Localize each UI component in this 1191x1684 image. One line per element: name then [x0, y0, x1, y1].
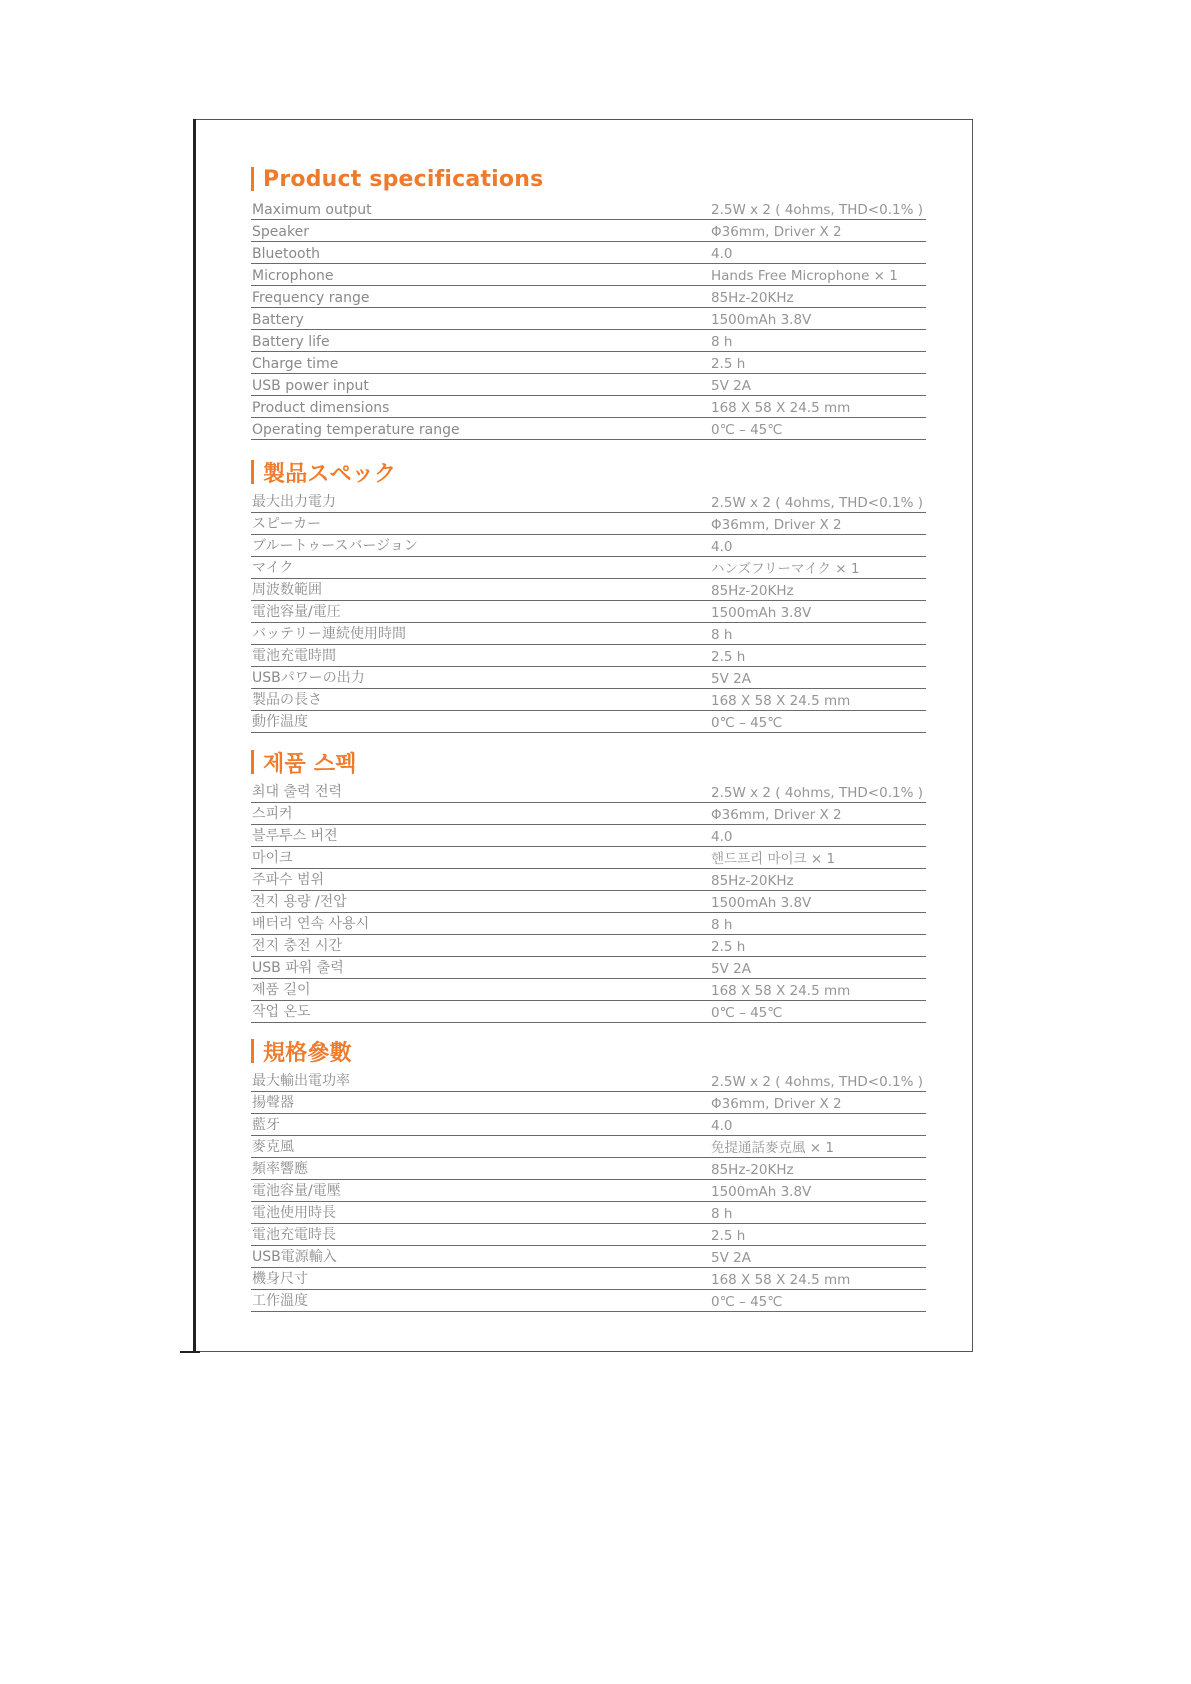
spec-row: [251, 535, 926, 557]
spec-section-korean: [251, 745, 926, 1023]
spec-row: [251, 1246, 926, 1268]
spec-value: 4.0: [711, 246, 733, 262]
spec-value: 1500mAh 3.8V: [711, 312, 812, 328]
spec-row: [251, 935, 926, 957]
spec-label: 스피커: [252, 806, 293, 822]
spec-row: [251, 645, 926, 667]
spec-label: Speaker: [252, 224, 309, 240]
spec-value: 2.5 h: [711, 939, 746, 955]
section-title: [251, 1034, 926, 1068]
spec-label: Operating temperature range: [252, 422, 460, 438]
title-accent-bar: [251, 167, 254, 191]
spec-value: 0℃ – 45℃: [711, 422, 783, 438]
spec-row: [251, 1202, 926, 1224]
spec-value: 8 h: [711, 334, 733, 350]
spec-value: 4.0: [711, 1118, 733, 1134]
spec-row: [251, 1136, 926, 1158]
spec-row: [251, 352, 926, 374]
spec-value: 168 X 58 X 24.5 mm: [711, 400, 851, 416]
spec-label: USBパワーの出力: [252, 670, 365, 686]
spec-value: Φ36mm, Driver X 2: [711, 224, 842, 240]
spec-row: [251, 913, 926, 935]
crop-mark-horizontal: [180, 1351, 200, 1353]
spec-label: 最大輸出電功率: [252, 1073, 350, 1089]
spec-value: 168 X 58 X 24.5 mm: [711, 1272, 851, 1288]
spec-label: 電池使用時長: [252, 1205, 336, 1221]
spec-row: [251, 1114, 926, 1136]
spec-label: 電池容量/電壓: [252, 1183, 341, 1199]
spec-row: [251, 220, 926, 242]
spec-row: [251, 374, 926, 396]
spec-label: マイク: [252, 560, 294, 576]
spec-value: 168 X 58 X 24.5 mm: [711, 983, 851, 999]
spec-value: 핸드프리 마이크 × 1: [711, 851, 836, 867]
spec-label: USB power input: [252, 378, 369, 394]
section-title-text: 제품 스펙: [263, 751, 357, 777]
spec-row: [251, 1180, 926, 1202]
spec-row: [251, 601, 926, 623]
spec-row: [251, 330, 926, 352]
spec-value: 2.5W x 2 ( 4ohms, THD<0.1% ): [711, 1074, 923, 1090]
spec-row: [251, 1070, 926, 1092]
spec-value: 2.5 h: [711, 356, 746, 372]
spec-row: [251, 579, 926, 601]
spec-value: 0℃ – 45℃: [711, 1294, 783, 1310]
spec-section-chinese: [251, 1034, 926, 1312]
crop-mark-vertical: [193, 119, 196, 1353]
spec-label: Battery life: [252, 334, 330, 350]
spec-value: 85Hz-20KHz: [711, 873, 794, 889]
spec-label: 電池容量/電圧: [252, 604, 341, 620]
spec-value: 168 X 58 X 24.5 mm: [711, 693, 851, 709]
spec-label: 頻率響應: [252, 1161, 308, 1177]
spec-row: [251, 1224, 926, 1246]
spec-row: [251, 1290, 926, 1312]
spec-label: Product dimensions: [252, 400, 390, 416]
spec-row: [251, 418, 926, 440]
spec-row: [251, 825, 926, 847]
spec-row: [251, 491, 926, 513]
section-title-text: 製品スペック: [263, 461, 397, 487]
spec-row: [251, 1268, 926, 1290]
spec-value: 2.5 h: [711, 649, 746, 665]
spec-value: Hands Free Microphone × 1: [711, 268, 898, 284]
spec-row: [251, 308, 926, 330]
spec-value: 免提通話麥克風 × 1: [711, 1140, 834, 1156]
spec-value: 1500mAh 3.8V: [711, 895, 812, 911]
spec-value: 8 h: [711, 917, 733, 933]
spec-label: 배터리 연속 사용시: [252, 916, 370, 932]
spec-value: Φ36mm, Driver X 2: [711, 517, 842, 533]
spec-value: 0℃ – 45℃: [711, 715, 783, 731]
spec-value: 2.5 h: [711, 1228, 746, 1244]
spec-row: [251, 847, 926, 869]
spec-row: [251, 242, 926, 264]
spec-value: Φ36mm, Driver X 2: [711, 1096, 842, 1112]
spec-label: Battery: [252, 312, 304, 328]
spec-row: [251, 557, 926, 579]
spec-section-japanese: [251, 455, 926, 733]
spec-row: [251, 198, 926, 220]
spec-value: Φ36mm, Driver X 2: [711, 807, 842, 823]
spec-row: [251, 957, 926, 979]
spec-value: 8 h: [711, 1206, 733, 1222]
spec-value: 1500mAh 3.8V: [711, 605, 812, 621]
spec-label: Charge time: [252, 356, 339, 372]
spec-row: [251, 979, 926, 1001]
spec-value: 4.0: [711, 539, 733, 555]
spec-row: [251, 623, 926, 645]
spec-value: 2.5W x 2 ( 4ohms, THD<0.1% ): [711, 202, 923, 218]
section-title-text: 規格參數: [263, 1040, 352, 1066]
spec-row: [251, 513, 926, 535]
spec-label: バッテリー連続使用時間: [252, 626, 406, 642]
spec-value: 2.5W x 2 ( 4ohms, THD<0.1% ): [711, 785, 923, 801]
spec-label: 工作溫度: [252, 1293, 308, 1309]
spec-label: Maximum output: [252, 202, 372, 218]
spec-label: 機身尺寸: [252, 1271, 308, 1287]
title-accent-bar: [251, 1039, 254, 1063]
spec-label: USB 파워 출력: [252, 960, 344, 976]
spec-value: 5V 2A: [711, 671, 751, 687]
spec-value: 85Hz-20KHz: [711, 583, 794, 599]
spec-row: [251, 711, 926, 733]
section-title-text: Product specifications: [263, 166, 544, 192]
spec-label: 麥克風: [252, 1139, 294, 1155]
spec-row: [251, 1092, 926, 1114]
spec-label: 전지 용량 /전압: [252, 894, 347, 910]
spec-label: 揚聲器: [252, 1095, 294, 1111]
spec-label: ブルートゥースバージョン: [252, 538, 418, 554]
spec-section-english: [251, 162, 926, 440]
spec-value: 5V 2A: [711, 1250, 751, 1266]
spec-row: [251, 803, 926, 825]
spec-label: 전지 충전 시간: [252, 938, 343, 954]
spec-row: [251, 286, 926, 308]
spec-label: 製品の長さ: [252, 692, 322, 708]
spec-value: 85Hz-20KHz: [711, 1162, 794, 1178]
spec-label: Microphone: [252, 268, 334, 284]
section-title: [251, 162, 926, 196]
section-title: [251, 455, 926, 489]
spec-label: 周波数範囲: [252, 582, 322, 598]
spec-label: 최대 출력 전력: [252, 784, 343, 800]
spec-label: 주파수 범위: [252, 872, 325, 888]
spec-label: 제품 길이: [252, 982, 311, 998]
spec-value: 2.5W x 2 ( 4ohms, THD<0.1% ): [711, 495, 923, 511]
spec-label: Bluetooth: [252, 246, 320, 262]
spec-value: 85Hz-20KHz: [711, 290, 794, 306]
spec-row: [251, 667, 926, 689]
spec-value: 0℃ – 45℃: [711, 1005, 783, 1021]
spec-value: 4.0: [711, 829, 733, 845]
spec-row: [251, 396, 926, 418]
spec-label: USB電源輸入: [252, 1249, 337, 1265]
spec-label: 블루투스 버젼: [252, 828, 338, 844]
spec-label: 電池充電時間: [252, 648, 336, 664]
spec-row: [251, 264, 926, 286]
spec-row: [251, 891, 926, 913]
spec-value: 1500mAh 3.8V: [711, 1184, 812, 1200]
spec-value: 5V 2A: [711, 378, 751, 394]
spec-value: ハンズフリーマイク × 1: [711, 561, 860, 577]
spec-row: [251, 869, 926, 891]
spec-label: Frequency range: [252, 290, 370, 306]
spec-row: [251, 689, 926, 711]
spec-row: [251, 781, 926, 803]
title-accent-bar: [251, 750, 254, 774]
spec-label: 動作温度: [252, 714, 308, 730]
spec-value: 5V 2A: [711, 961, 751, 977]
spec-label: 藍牙: [252, 1117, 280, 1133]
spec-label: 마이크: [252, 850, 293, 866]
section-title: [251, 745, 926, 779]
spec-row: [251, 1001, 926, 1023]
spec-row: [251, 1158, 926, 1180]
spec-label: スピーカー: [252, 516, 322, 532]
spec-value: 8 h: [711, 627, 733, 643]
spec-label: 電池充電時長: [252, 1227, 336, 1243]
spec-label: 最大出力電力: [252, 494, 336, 510]
title-accent-bar: [251, 460, 254, 484]
spec-label: 작업 온도: [252, 1004, 311, 1020]
